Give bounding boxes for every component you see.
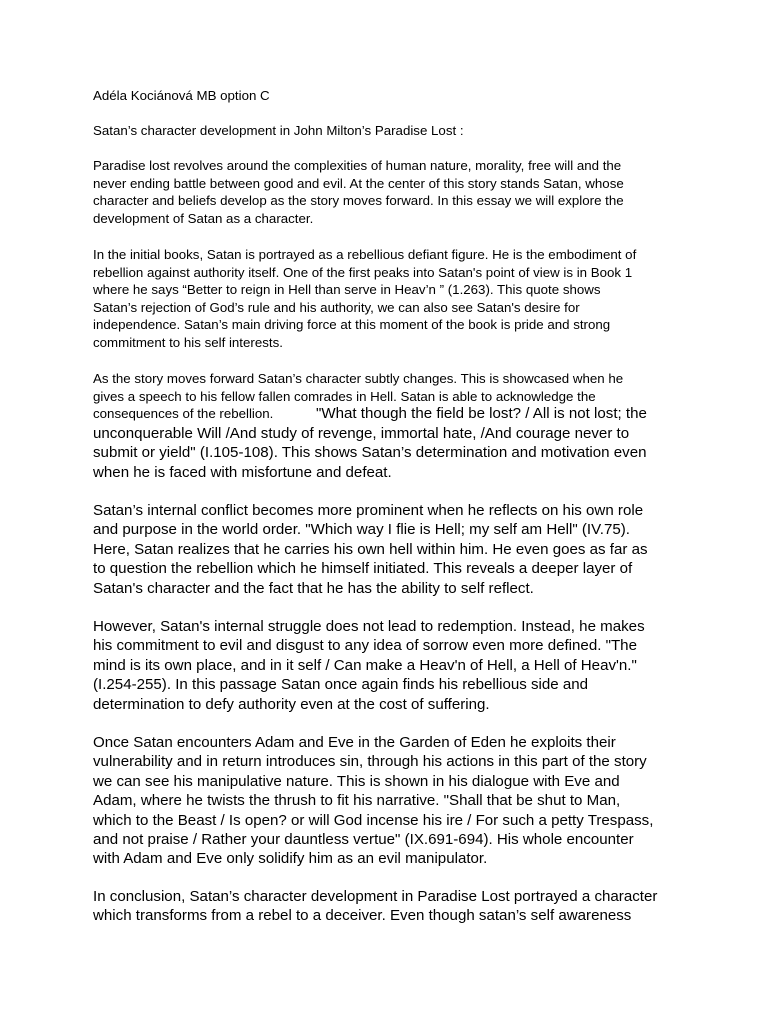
text-line: Once Satan encounters Adam and Eve in the Garden of Eden he exploits their bbox=[93, 734, 616, 751]
text-line: "What though the field be lost? / All is not lost; the bbox=[316, 405, 647, 422]
text-line: Here, Satan realizes that he carries his own hell within him. He even goes as far as bbox=[93, 540, 648, 558]
text-line: character and beliefs develop as the story moves forward. In this essay we will explore the bbox=[93, 193, 624, 209]
text-line: In the initial books, Satan is portrayed as a rebellious defiant figure. He is the embodiment of bbox=[93, 247, 637, 262]
author-line-text: Adéla Kociánová MB option C bbox=[93, 88, 270, 103]
text-line: gives a speech to his fellow fallen comrades in Hell. Satan is able to acknowledge the bbox=[93, 388, 596, 404]
text-line: to question the rebellion which he himself initiated. This reveals a deeper layer of bbox=[93, 560, 633, 578]
quote-continuation bbox=[316, 404, 696, 423]
paragraph-initial-books bbox=[93, 246, 683, 352]
text-line: determination to defy authority even at the cost of suffering. bbox=[93, 695, 490, 713]
text-line: never ending battle between good and evil. At the center of this story stands Satan, whose bbox=[93, 175, 624, 191]
text-line: Adam, where he twists the thrush to fit his narrative. "Shall that be shut to Man, bbox=[93, 792, 621, 810]
paragraph-redemption bbox=[93, 617, 683, 714]
text-line: As the story moves forward Satan’s character subtly changes. This is showcased when he bbox=[93, 371, 624, 386]
text-line: with Adam and Eve only solidify him as an evil manipulator. bbox=[93, 850, 488, 868]
text-line: and not praise / Rather your dauntless vertue" (IX.691-694). His whole encounter bbox=[93, 831, 634, 849]
text-line: Satan’s rejection of God’s rule and his authority, we can also see Satan's desire for bbox=[93, 299, 580, 315]
text-line: unconquerable Will /And study of revenge, immortal hate, /And courage never to bbox=[93, 425, 630, 442]
text-line: when he is faced with misfortune and defeat. bbox=[93, 463, 392, 481]
essay-title bbox=[93, 122, 683, 140]
paragraph-story-moves-forward-large bbox=[93, 424, 683, 482]
text-line: commitment to his self interests. bbox=[93, 334, 283, 350]
author-line bbox=[93, 87, 683, 105]
essay-title-text: Satan’s character development in John Milton’s Paradise Lost : bbox=[93, 123, 464, 138]
text-line: However, Satan's internal struggle does not lead to redemption. Instead, he makes bbox=[93, 618, 645, 635]
paragraph-introduction bbox=[93, 157, 683, 227]
text-line: consequences of the rebellion. bbox=[93, 406, 274, 422]
text-line: we can see his manipulative nature. This is shown in his dialogue with Eve and bbox=[93, 772, 620, 790]
text-line: In conclusion, Satan’s character development in Paradise Lost portrayed a character bbox=[93, 888, 658, 905]
paragraph-conclusion bbox=[93, 887, 683, 926]
text-line: development of Satan as a character. bbox=[93, 210, 314, 226]
paragraph-internal-conflict bbox=[93, 501, 683, 598]
text-line: Satan’s internal conflict becomes more prominent when he reflects on his own role bbox=[93, 502, 644, 519]
text-line: submit or yield" (I.105-108). This shows Satan’s determination and motivation even bbox=[93, 444, 647, 462]
paragraph-garden-of-eden bbox=[93, 733, 683, 869]
text-line: Satan's character and the fact that he has the ability to self reflect. bbox=[93, 579, 534, 597]
text-line: which to the Beast / Is open? or will God incense his ire / For such a petty Trespass, bbox=[93, 811, 654, 829]
text-line: (I.254-255). In this passage Satan once again finds his rebellious side and bbox=[93, 676, 589, 694]
text-line: and purpose in the world order. "Which way I flie is Hell; my self am Hell" (IV.75). bbox=[93, 521, 630, 539]
text-line: where he says “Better to reign in Hell than serve in Heav’n ” (1.263). This quote shows bbox=[93, 282, 601, 298]
text-line: Paradise lost revolves around the complexities of human nature, morality, free will and the bbox=[93, 158, 622, 173]
text-line: rebellion against authority itself. One of the first peaks into Satan's point of view is in Book 1 bbox=[93, 264, 633, 280]
text-line: which transforms from a rebel to a deceiver. Even though satan’s self awareness bbox=[93, 907, 632, 925]
text-line: his commitment to evil and disgust to any idea of sorrow even more defined. "The bbox=[93, 637, 637, 655]
text-line: vulnerability and in return introduces sin, through his actions in this part of the story bbox=[93, 753, 647, 771]
text-line: mind is its own place, and in it self / Can make a Heav'n of Hell, a Hell of Heav'n." bbox=[93, 656, 637, 674]
text-line: independence. Satan’s main driving force at this moment of the book is pride and strong bbox=[93, 317, 611, 333]
